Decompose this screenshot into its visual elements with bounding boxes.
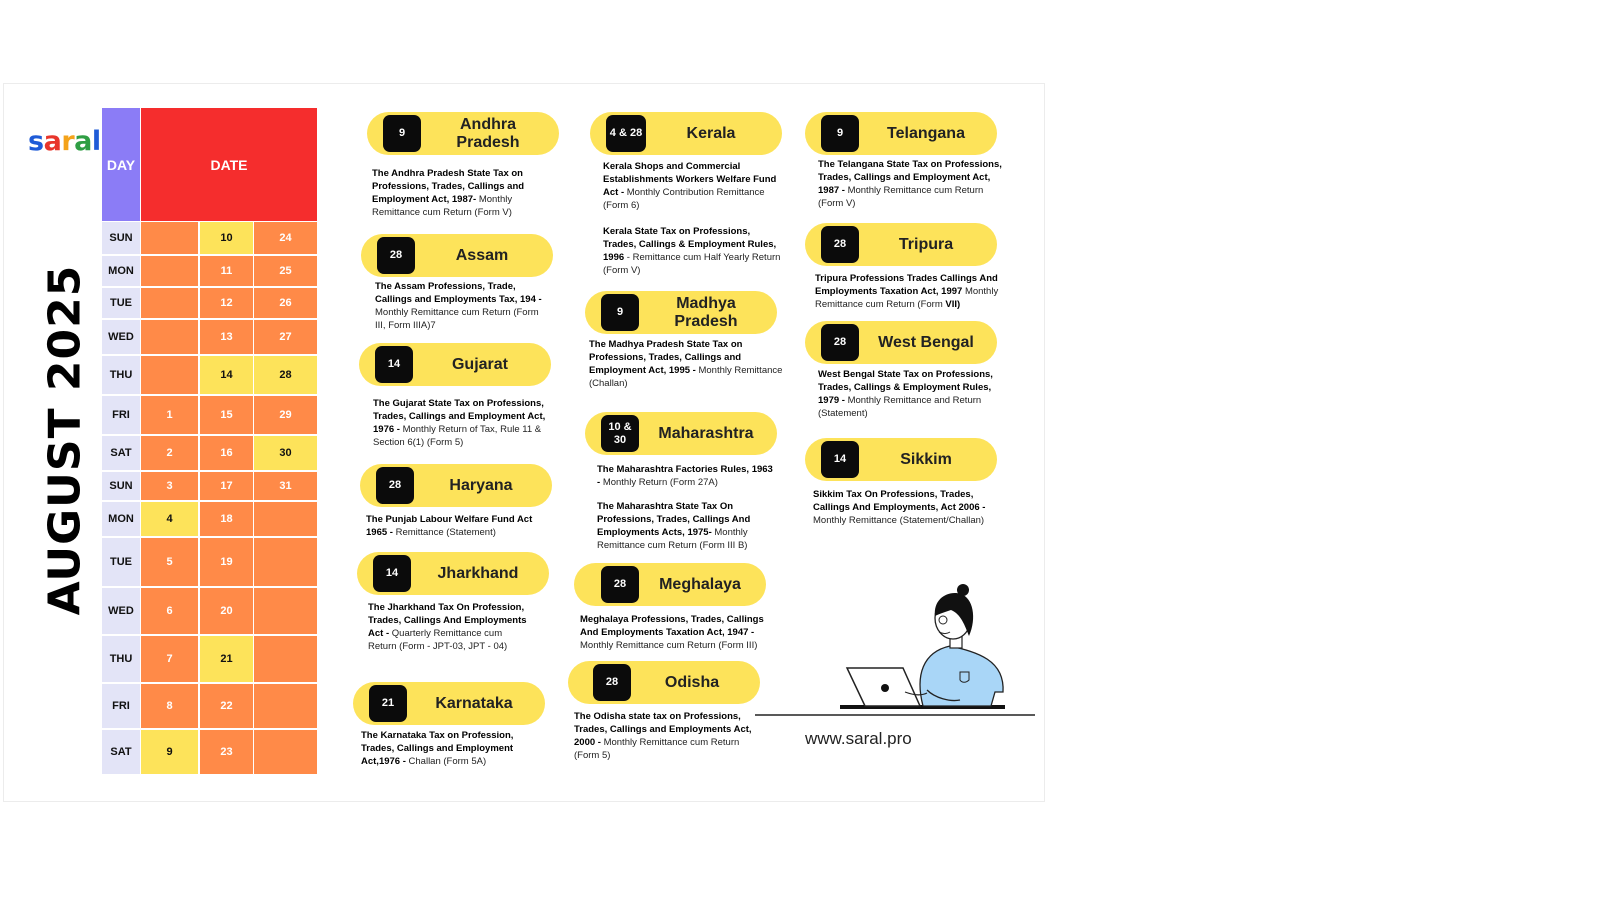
- date-cell: 29: [254, 396, 317, 434]
- act-name: The Assam Professions, Trade, Callings and Employments Tax, 194 -: [375, 281, 542, 305]
- state-desc-maharashtra-2: [597, 500, 757, 552]
- date-cell: 25: [254, 256, 317, 286]
- state-name: Madhya Pradesh: [674, 294, 738, 330]
- day-cell: THU: [102, 636, 140, 682]
- state-name: Meghalaya: [659, 575, 741, 593]
- date-cell: [254, 588, 317, 634]
- due-date-cell: 10: [200, 222, 253, 254]
- logo-letter: l: [91, 126, 101, 157]
- date-cell: 7: [141, 636, 198, 682]
- act-name: Kerala Shops and Commercial Establishments Workers Welfare Fund Act -: [603, 161, 777, 198]
- act-detail: Remittance (Statement): [395, 527, 496, 538]
- due-date-badge: 14: [821, 441, 859, 478]
- state-name: Assam: [455, 246, 509, 264]
- date-cell: 5: [141, 538, 198, 586]
- state-desc-gujarat: [373, 397, 548, 449]
- act-name: Tripura Professions Trades Callings And Employments Taxation Act, 1997: [815, 273, 998, 297]
- act-name: The Jharkhand Tax On Profession, Trades, Callings And Employments Act -: [368, 602, 527, 639]
- date-cell: 1: [141, 396, 198, 434]
- state-pill-telangana: [805, 112, 997, 155]
- date-cell: 8: [141, 684, 198, 728]
- act-detail: Monthly Remittance cum Return (Form III): [580, 640, 758, 651]
- act-detail: Monthly Remittance cum Return (Form V): [818, 185, 984, 209]
- due-date-badge: 9: [601, 294, 639, 331]
- date-cell: 22: [200, 684, 253, 728]
- state-desc-andhra-pradesh: [372, 167, 542, 219]
- due-date-cell: 28: [254, 356, 317, 394]
- state-desc-tripura: [815, 272, 1010, 311]
- month-title: AUGUST 2025: [39, 264, 91, 616]
- date-cell: [254, 538, 317, 586]
- act-detail: Challan (Form 5A): [408, 756, 487, 767]
- act-detail: Monthly Remittance cum Return (Form V): [372, 194, 513, 218]
- logo-letter: a: [74, 126, 92, 157]
- saral-logo: [28, 126, 101, 157]
- act-name: Meghalaya Professions, Trades, Callings And Employments Taxation Act, 1947 -: [580, 614, 764, 638]
- date-header: DATE: [141, 108, 317, 221]
- due-date-cell: 14: [200, 356, 253, 394]
- due-date-badge: 28: [593, 664, 631, 701]
- act-name: The Odisha state tax on Professions, Trades, Callings and Employments Act, 2000 -: [574, 711, 752, 748]
- day-cell: SAT: [102, 730, 140, 774]
- act-name: The Gujarat State Tax on Professions, Trades, Callings and Employment Act, 1976 -: [373, 398, 546, 435]
- state-pill-assam: [361, 234, 553, 277]
- state-pill-gujarat: [359, 343, 551, 386]
- date-cell: 20: [200, 588, 253, 634]
- act-name: The Punjab Labour Welfare Fund Act 1965 -: [366, 514, 533, 538]
- act-name: The Karnataka Tax on Profession, Trades, Callings and Employment Act,1976 -: [361, 730, 514, 767]
- act-name: The Telangana State Tax on Professions, Trades, Callings and Employment Act, 1987 -: [818, 159, 1002, 196]
- state-pill-madhya-pradesh: [585, 291, 777, 334]
- date-cell: [141, 256, 198, 286]
- act-name: The Maharashtra Factories Rules, 1963 -: [597, 464, 773, 488]
- date-cell: [141, 320, 198, 354]
- date-cell: 26: [254, 288, 317, 318]
- person-with-laptop-illustration: [755, 580, 1040, 725]
- website-url: www.saral.pro: [805, 729, 912, 748]
- state-name: Jharkhand: [437, 564, 519, 582]
- state-pill-karnataka: [353, 682, 545, 725]
- due-date-cell: 30: [254, 436, 317, 470]
- state-desc-karnataka: [361, 729, 536, 768]
- due-date-badge: 28: [821, 226, 859, 263]
- act-name: West Bengal State Tax on Professions, Trades, Callings & Employment Rules, 1979 -: [818, 369, 993, 406]
- act-detail: Monthly Remittance (Challan): [589, 365, 783, 389]
- act-name: The Andhra Pradesh State Tax on Professions, Trades, Callings and Employment Act, 1987-: [372, 168, 525, 205]
- due-date-badge: 28: [377, 237, 415, 274]
- logo-letter: r: [61, 126, 75, 157]
- state-name: West Bengal: [878, 333, 974, 351]
- state-desc-jharkhand: [368, 601, 533, 653]
- due-date-badge: 14: [373, 555, 411, 592]
- date-cell: 27: [254, 320, 317, 354]
- state-name: Sikkim: [900, 450, 952, 468]
- day-cell: WED: [102, 588, 140, 634]
- state-desc-haryana: [366, 513, 546, 539]
- state-pill-jharkhand: [357, 552, 549, 595]
- act-detail: Monthly Remittance cum Return (Form: [815, 286, 999, 310]
- due-date-cell: 21: [200, 636, 253, 682]
- state-pill-sikkim: [805, 438, 997, 481]
- due-date-cell: 4: [141, 502, 198, 536]
- date-cell: [254, 684, 317, 728]
- state-desc-kerala-2: [603, 225, 783, 277]
- due-date-badge: 21: [369, 685, 407, 722]
- act-detail: - Remittance cum Half Yearly Return (Form V): [603, 252, 781, 276]
- due-date-badge: 14: [375, 346, 413, 383]
- day-cell: FRI: [102, 684, 140, 728]
- due-date-badge: 28: [601, 566, 639, 603]
- state-desc-kerala: [603, 160, 783, 212]
- day-cell: TUE: [102, 538, 140, 586]
- state-pill-odisha: [568, 661, 760, 704]
- logo-letter: a: [43, 126, 62, 157]
- day-cell: THU: [102, 356, 140, 394]
- due-date-badge: 9: [383, 115, 421, 152]
- act-detail: Monthly Remittance (Statement/Challan): [813, 515, 985, 526]
- due-date-badge: 28: [376, 467, 414, 504]
- state-name: Telangana: [887, 124, 965, 142]
- date-cell: 13: [200, 320, 253, 354]
- state-desc-maharashtra: [597, 463, 777, 489]
- date-cell: 11: [200, 256, 253, 286]
- act-detail: Quarterly Remittance cum Return (Form - JPT-03, JPT - 04): [368, 628, 508, 652]
- state-name: Tripura: [898, 235, 954, 253]
- date-cell: 6: [141, 588, 198, 634]
- state-desc-meghalaya: [580, 613, 770, 652]
- act-detail: Monthly Remittance cum Return (Form 5): [574, 737, 740, 761]
- state-pill-haryana: [360, 464, 552, 507]
- state-pill-maharashtra: [585, 412, 777, 455]
- day-cell: SUN: [102, 472, 140, 500]
- due-date-badge: 10 & 30: [601, 415, 639, 452]
- state-desc-odisha: [574, 710, 759, 762]
- state-name: Kerala: [686, 124, 736, 142]
- state-desc-telangana: [818, 158, 1008, 210]
- act-name: Sikkim Tax On Professions, Trades, Callings And Employments, Act 2006 -: [813, 489, 986, 513]
- day-cell: FRI: [102, 396, 140, 434]
- act-name: The Maharashtra State Tax On Professions, Trades, Callings And Employments Acts, 1975-: [597, 501, 751, 538]
- date-cell: 23: [200, 730, 253, 774]
- act-name: The Madhya Pradesh State Tax on Professions, Trades, Callings and Employment Act, 1995 -: [589, 339, 743, 376]
- act-detail: Monthly Remittance cum Return (Form III, Form IIIA)7: [375, 307, 539, 331]
- state-desc-madhya-pradesh: [589, 338, 789, 390]
- act-form: VII): [945, 299, 961, 310]
- due-date-badge: 28: [821, 324, 859, 361]
- date-cell: [141, 288, 198, 318]
- state-name: Andhra Pradesh: [456, 115, 520, 151]
- day-cell: MON: [102, 502, 140, 536]
- state-name: Maharashtra: [658, 424, 754, 442]
- day-header: DAY: [102, 108, 140, 221]
- due-date-cell: 9: [141, 730, 198, 774]
- date-cell: 17: [200, 472, 253, 500]
- state-pill-tripura: [805, 223, 997, 266]
- act-detail: Monthly Contribution Remittance (Form 6): [603, 187, 765, 211]
- day-cell: WED: [102, 320, 140, 354]
- state-desc-sikkim: [813, 488, 998, 527]
- state-name: Karnataka: [435, 694, 513, 712]
- state-pill-andhra-pradesh: [367, 112, 559, 155]
- state-name: Gujarat: [451, 355, 508, 373]
- date-cell: [254, 730, 317, 774]
- act-detail: Monthly Remittance and Return (Statement): [818, 395, 982, 419]
- date-cell: 18: [200, 502, 253, 536]
- date-cell: 15: [200, 396, 253, 434]
- day-cell: SUN: [102, 222, 140, 254]
- day-cell: SAT: [102, 436, 140, 470]
- date-cell: 12: [200, 288, 253, 318]
- state-pill-meghalaya: [574, 563, 766, 606]
- state-pill-west-bengal: [805, 321, 997, 364]
- state-desc-assam: [375, 280, 547, 332]
- state-name: Haryana: [449, 476, 513, 494]
- date-cell: [254, 636, 317, 682]
- day-cell: TUE: [102, 288, 140, 318]
- date-cell: 31: [254, 472, 317, 500]
- state-desc-west-bengal: [818, 368, 1003, 420]
- due-date-badge: 4 & 28: [606, 115, 646, 152]
- date-cell: 24: [254, 222, 317, 254]
- state-pill-kerala: [590, 112, 782, 155]
- date-cell: 2: [141, 436, 198, 470]
- date-cell: [141, 356, 198, 394]
- date-cell: 3: [141, 472, 198, 500]
- date-cell: [141, 222, 198, 254]
- act-detail: Monthly Remittance cum Return (Form III B): [597, 527, 748, 551]
- act-detail: Monthly Return (Form 27A): [602, 477, 718, 488]
- date-cell: [254, 502, 317, 536]
- date-cell: 16: [200, 436, 253, 470]
- state-name: Odisha: [664, 673, 720, 691]
- due-date-badge: 9: [821, 115, 859, 152]
- logo-letter: s: [28, 126, 44, 157]
- day-cell: MON: [102, 256, 140, 286]
- act-name: Kerala State Tax on Professions, Trades, Callings & Employment Rules, 1996: [603, 226, 777, 263]
- act-detail: Monthly Return of Tax, Rule 11 & Section 6(1) (Form 5): [373, 424, 542, 448]
- date-cell: 19: [200, 538, 253, 586]
